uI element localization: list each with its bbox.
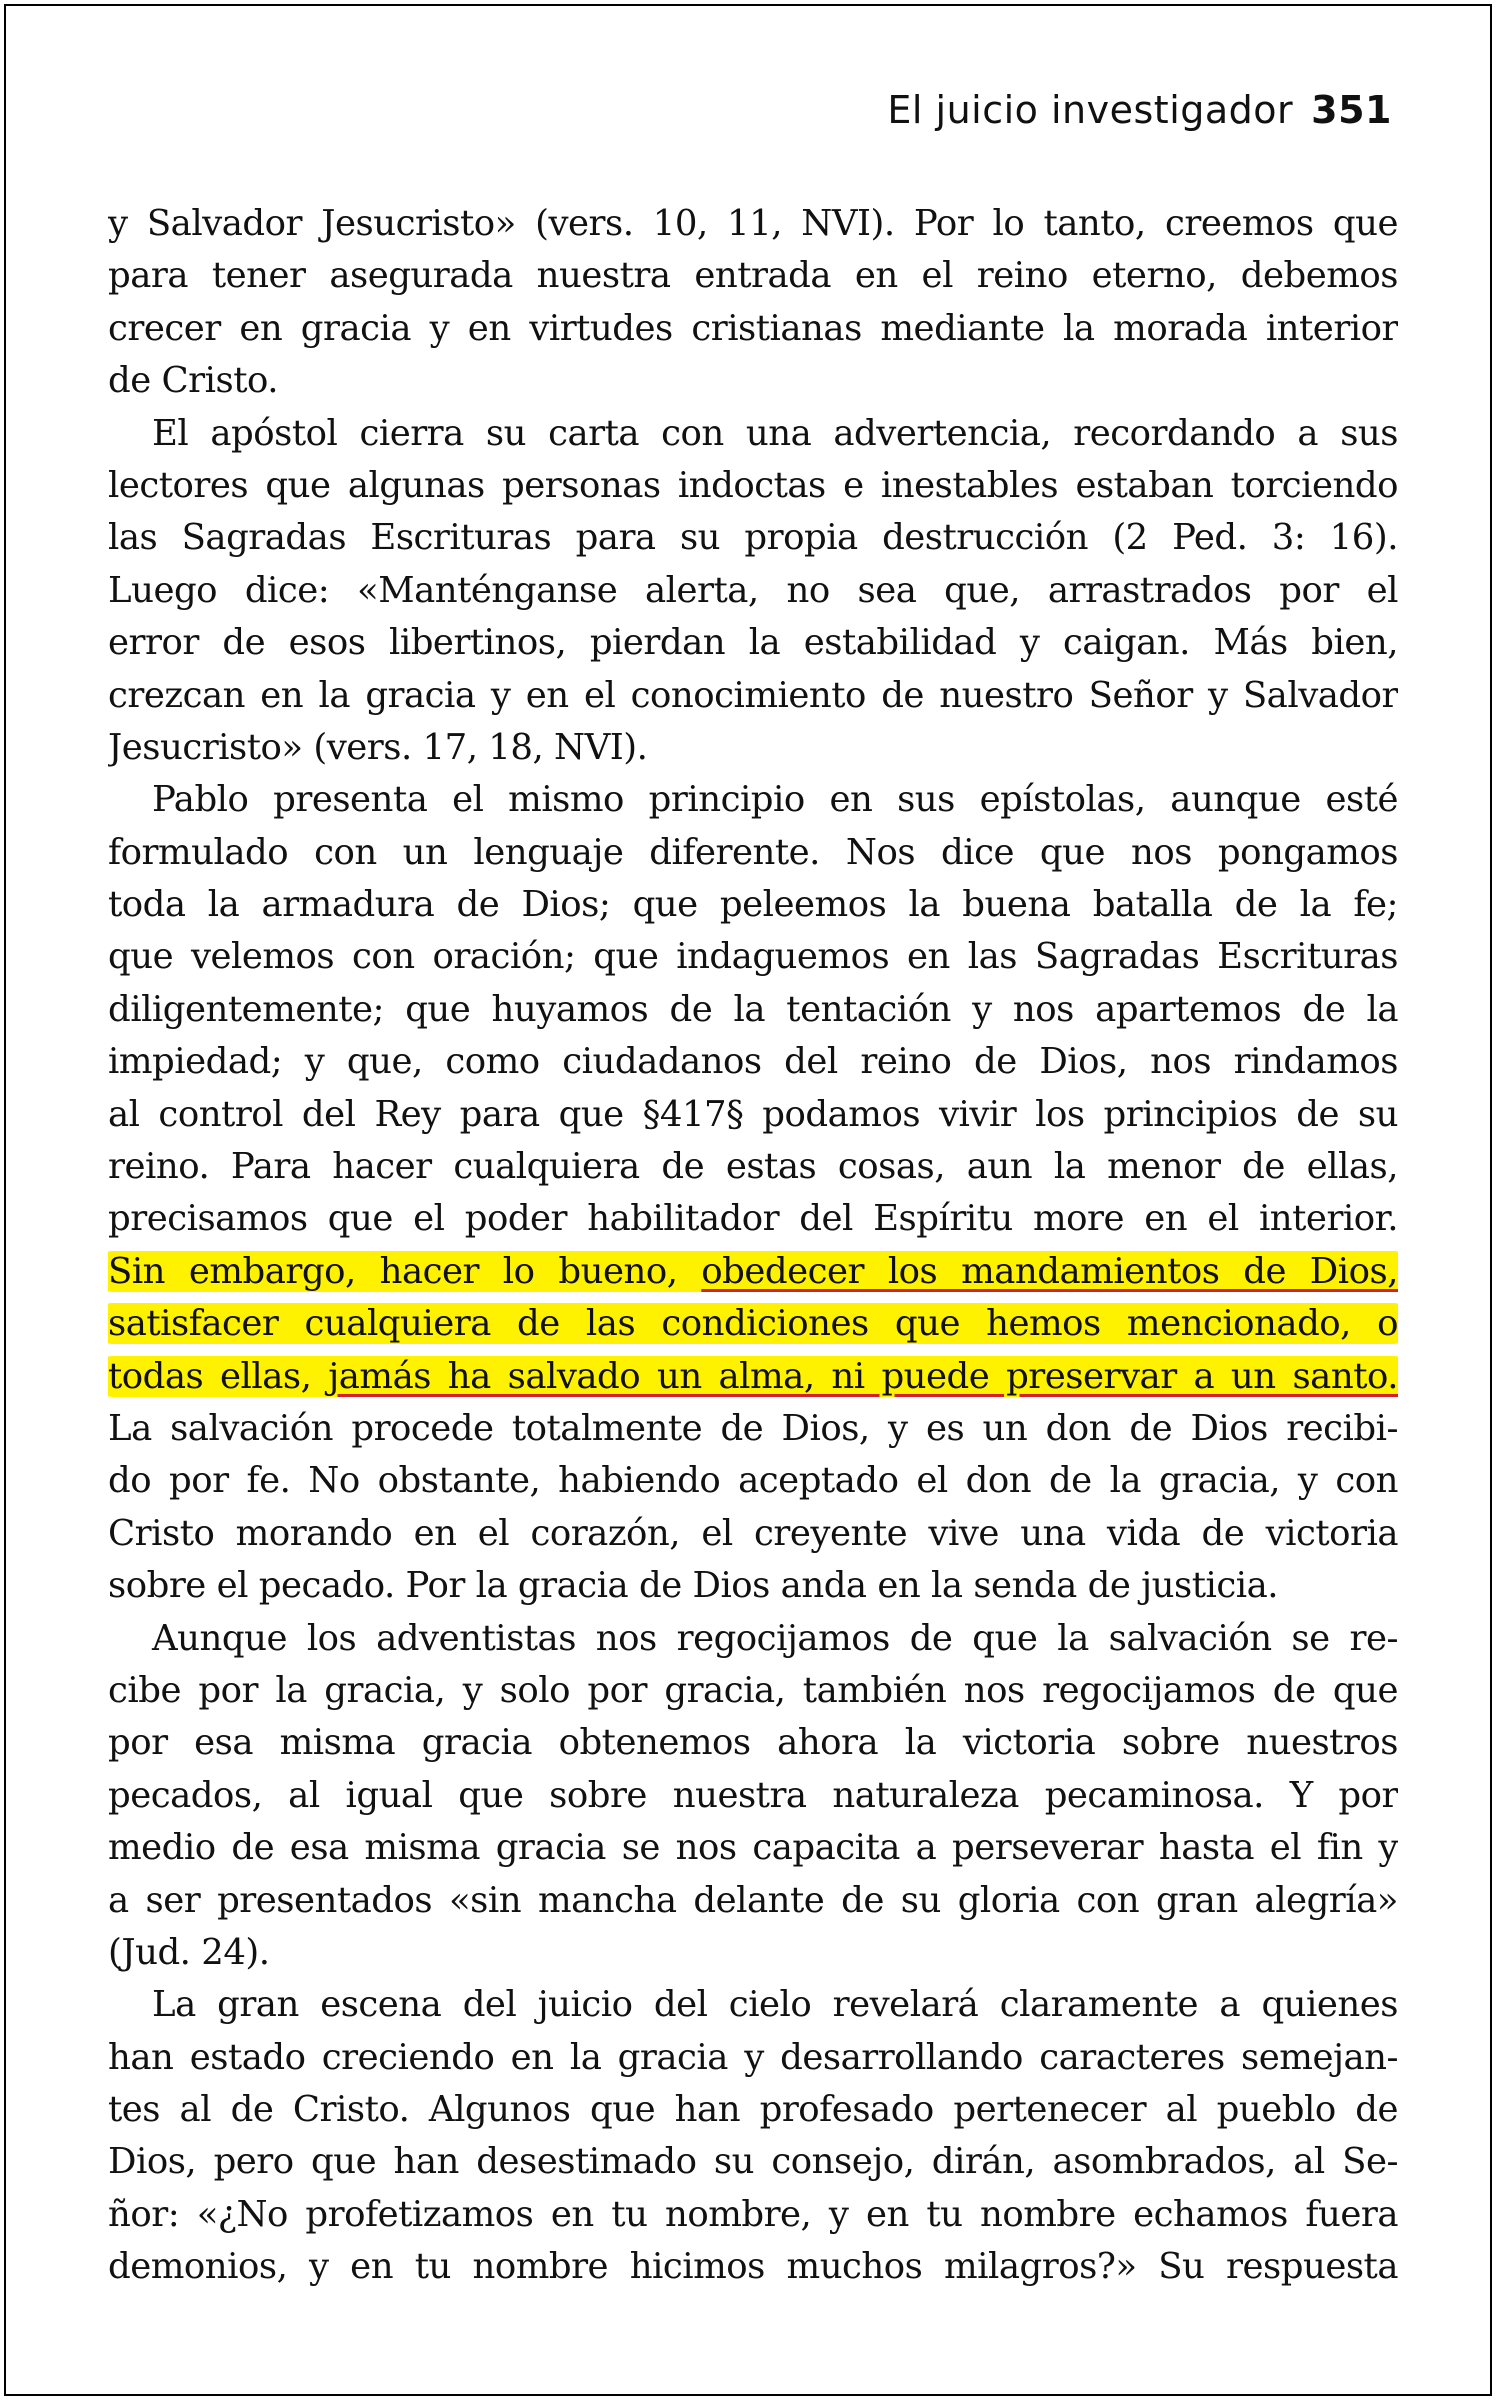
text-line: crecer en gracia y en virtudes cristianas mediante la morada interior [108, 307, 1398, 349]
text-line: que velemos con oración; que indaguemos en las Sagradas Escrituras [108, 936, 1398, 978]
highlighted-text: Sin embargo, hacer lo bueno, [108, 1250, 702, 1292]
running-head [887, 88, 1392, 132]
text-line: La salvación procede totalmente de Dios, y es un don de Dios recibi- [108, 1407, 1398, 1449]
text-line: y Salvador Jesucristo» (vers. 10, 11, NVI). Por lo tanto, creemos que [108, 203, 1398, 244]
text-line: formulado con un lenguaje diferente. Nos dice que nos pongamos [108, 831, 1398, 873]
highlight-marker [108, 1356, 1398, 1397]
text-line: por esa misma gracia obtenemos ahora la victoria sobre nuestros [108, 1722, 1398, 1764]
text-line: pecados, al igual que sobre nuestra naturaleza pecaminosa. Y por [108, 1774, 1398, 1816]
text-line: las Sagradas Escrituras para su propia destrucción (2 Ped. 3: 16). [108, 517, 1398, 559]
highlighted-line [108, 1298, 1398, 1350]
highlight-marker [108, 1251, 1398, 1292]
text-line: crezcan en la gracia y en el conocimiento de nuestro Señor y Salvador [108, 674, 1398, 716]
highlighted-text: satisfacer cualquiera de las condiciones que hemos mencionado, o [108, 1303, 1398, 1344]
text-line: para tener asegurada nuestra entrada en el reino eterno, debemos [108, 255, 1398, 297]
underlined-text: jamás ha salvado un alma, ni puede preservar a un santo. [328, 1355, 1398, 1397]
text-line: Aunque los adventistas nos regocijamos de que la salvación se re- [152, 1617, 1398, 1659]
text-line: diligentemente; que huyamos de la tentación y nos apartemos de la [108, 988, 1398, 1030]
text-line: impiedad; y que, como ciudadanos del reino de Dios, nos rindamos [108, 1041, 1398, 1083]
highlighted-line [108, 1351, 1398, 1403]
text-line: El apóstol cierra su carta con una advertencia, recordando a sus [152, 412, 1398, 454]
text-line: Cristo morando en el corazón, el creyente vive una vida de victoria [108, 1512, 1398, 1554]
text-line: reino. Para hacer cualquiera de estas cosas, aun la menor de ellas, [108, 1146, 1398, 1188]
underlined-text: obedecer los mandamientos de Dios, [701, 1250, 1398, 1292]
text-line: La gran escena del juicio del cielo revelará claramente a quienes [152, 1984, 1398, 2026]
page-number: 351 [1311, 88, 1392, 132]
text-line: Pablo presenta el mismo principio en sus epístolas, aunque esté [152, 779, 1398, 821]
text-line: error de esos libertinos, pierdan la estabilidad y caigan. Más bien, [108, 622, 1398, 664]
body-text [108, 198, 1398, 2294]
text-line: al control del Rey para que §417§ podamos vivir los principios de su [108, 1093, 1398, 1135]
text-line: Dios, pero que han desestimado su consejo, dirán, asombrados, al Se- [108, 2141, 1398, 2183]
text-line: ñor: «¿No profetizamos en tu nombre, y en tu nombre echamos fuera [108, 2193, 1398, 2235]
text-line: toda la armadura de Dios; que peleemos la buena batalla de la fe; [108, 884, 1398, 926]
highlighted-text: todas ellas, [108, 1355, 329, 1397]
chapter-title: El juicio investigador [887, 88, 1294, 132]
text-line: Luego dice: «Manténganse alerta, no sea que, arrastrados por el [108, 569, 1398, 611]
text-line: cibe por la gracia, y solo por gracia, también nos regocijamos de que [108, 1669, 1398, 1711]
text-line: sobre el pecado. Por la gracia de Dios anda en la senda de justicia. [108, 1565, 1279, 1607]
text-line: demonios, y en tu nombre hicimos muchos milagros?» Su respuesta [108, 2246, 1398, 2288]
text-line: lectores que algunas personas indoctas e inestables estaban torciendo [108, 464, 1398, 506]
text-line: medio de esa misma gracia se nos capacita a perseverar hasta el fin y [108, 1827, 1398, 1869]
highlighted-line [108, 1246, 1398, 1298]
text-line: precisamos que el poder habilitador del Espíritu more en el interior. [108, 1198, 1398, 1240]
text-line: do por fe. No obstante, habiendo aceptado el don de la gracia, y con [108, 1460, 1398, 1502]
text-line: de Cristo. [108, 360, 279, 402]
text-line: Jesucristo» (vers. 17, 18, NVI). [108, 726, 648, 768]
text-line: (Jud. 24). [108, 1931, 270, 1973]
text-line: han estado creciendo en la gracia y desarrollando caracteres semejan- [108, 2036, 1398, 2078]
text-line: a ser presentados «sin mancha delante de su gloria con gran alegría» [108, 1879, 1398, 1921]
text-line: tes al de Cristo. Algunos que han profesado pertenecer al pueblo de [108, 2089, 1398, 2131]
